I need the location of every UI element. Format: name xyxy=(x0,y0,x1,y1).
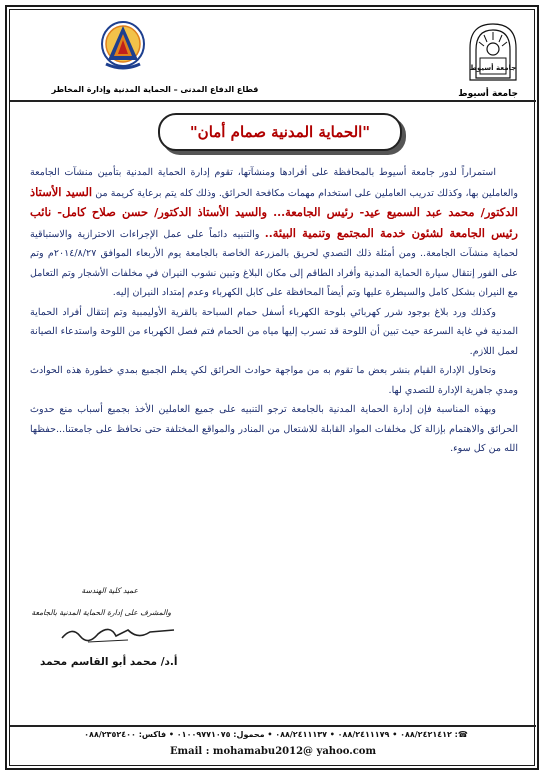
university-name: جامعة أسيوط xyxy=(458,89,518,99)
footer-divider xyxy=(10,725,536,727)
paragraph-2: وكذلك ورد بلاغ بوجود شرر كهربائي بلوحة الكهرباء أسفل حمام السباحة بالقرية الأوليمبية وتم إنتقال أفراد الحماية المدنية في غاية السرعة حيث تبين أن اللوحة قد تسرب إليها مياه من الحمام فتم فصل الكهرباء من اللوحة واستدعاء الصيانة لعمل اللازم. xyxy=(30,306,518,357)
civil-defense-logo xyxy=(100,18,146,74)
paragraph-1-intro: استمراراً لدور جامعة أسيوط بالمحافظة على أفرادها ومنشآتها، تقوم إدارة الحماية المدنية بتأمين منشآت الجامعة والعاملين بها، وكذلك تدريب العاملين على استخدام مهمات مكافحة الحرائق. وذلك كله يتم برعاية كريمة من xyxy=(30,167,518,199)
paragraph-3: وتحاول الإدارة القيام بنشر بعض ما تقوم به من مواجهة حوادث الحرائق لكي يعلم الجميع بمدي خطورة هذه الحوادث ومدي جاهزية الإدارة للتصدي لها. xyxy=(30,365,518,396)
header-divider xyxy=(10,100,536,102)
logo-caption: جامعة أسيوط xyxy=(469,64,517,72)
paragraph-4: وبهذه المناسبة فإن إدارة الحماية المدنية بالجامعة ترجو التنبيه على جميع العاملين الأخذ بجميع أسباب منع حدوث الحرائق والاهتمام بإزالة كل مخلفات المواد القابلة للاشتعال من المنادر والمواقع المختلفة حتى نحافظ على جامعتنا...حفظها الله من كل سوء. xyxy=(30,404,518,454)
letter-body xyxy=(30,163,518,459)
handwritten-signature xyxy=(58,620,178,648)
page-title: "الحماية المدنية صمام أمان" xyxy=(189,123,371,141)
patrons-names: السيد الأستاذ الدكتور/ محمد عبد السميع عيد- رئيس الجامعة... والسيد الأستاذ الدكتور/ حسن صلاح كامل- نائب رئيس الجامعة لشئون خدمة المجتمع وتنمية البيئة.. xyxy=(30,184,518,240)
signatory-name: أ.د/ محمد أبو القاسم محمد xyxy=(40,656,178,668)
university-logo xyxy=(460,18,526,84)
title-box xyxy=(158,113,402,151)
sector-name: قطاع الدفاع المدنى – الحماية المدنية وإدارة المخاطر xyxy=(51,85,259,94)
footer-email: Email : mohamabu2012@ yahoo.com xyxy=(169,746,377,757)
paragraph-1 xyxy=(30,163,518,303)
signature-title-2: والمشرف على إدارة الحماية المدنية بالجامعة xyxy=(31,608,171,617)
paragraph-1-rest: والتنبيه دائماً على عمل الإجراءات الاحترازية والاستباقية لحماية منشآت الجامعة.. ومن أمثلة ذلك التصدي لحريق بالمزرعة الخاصة بالجامعة يوم الأربعاء الموافق ٢٠١٤/٨/٢٧م وتم على الفور إنتقال سيارة الحماية المدنية وأفراد الطاقم إلى مكان البلاغ وتبين نشوب النيران في مخلفات الأشجار وتم التعامل مع النيران بشكل كامل والسيطرة عليها وتم أيضاً المحافظة على كابل الكهرباء وعدم إمتداد النيران إليه. xyxy=(30,228,518,298)
signature-title-1: عميد كلية الهندسة xyxy=(81,586,138,595)
footer-contact-numbers: ☎: ٠٨٨/٢٤٢١٤١٢ • ٠٨٨/٢٤١١١٧٩ • ٠٨٨/٢٤١١١٣٧ • محمول: ٠١٠٠٩٧٧١٠٧٥ • فاكس: ٠٨٨/٢٣٥٢٤٠٠ xyxy=(84,730,468,739)
